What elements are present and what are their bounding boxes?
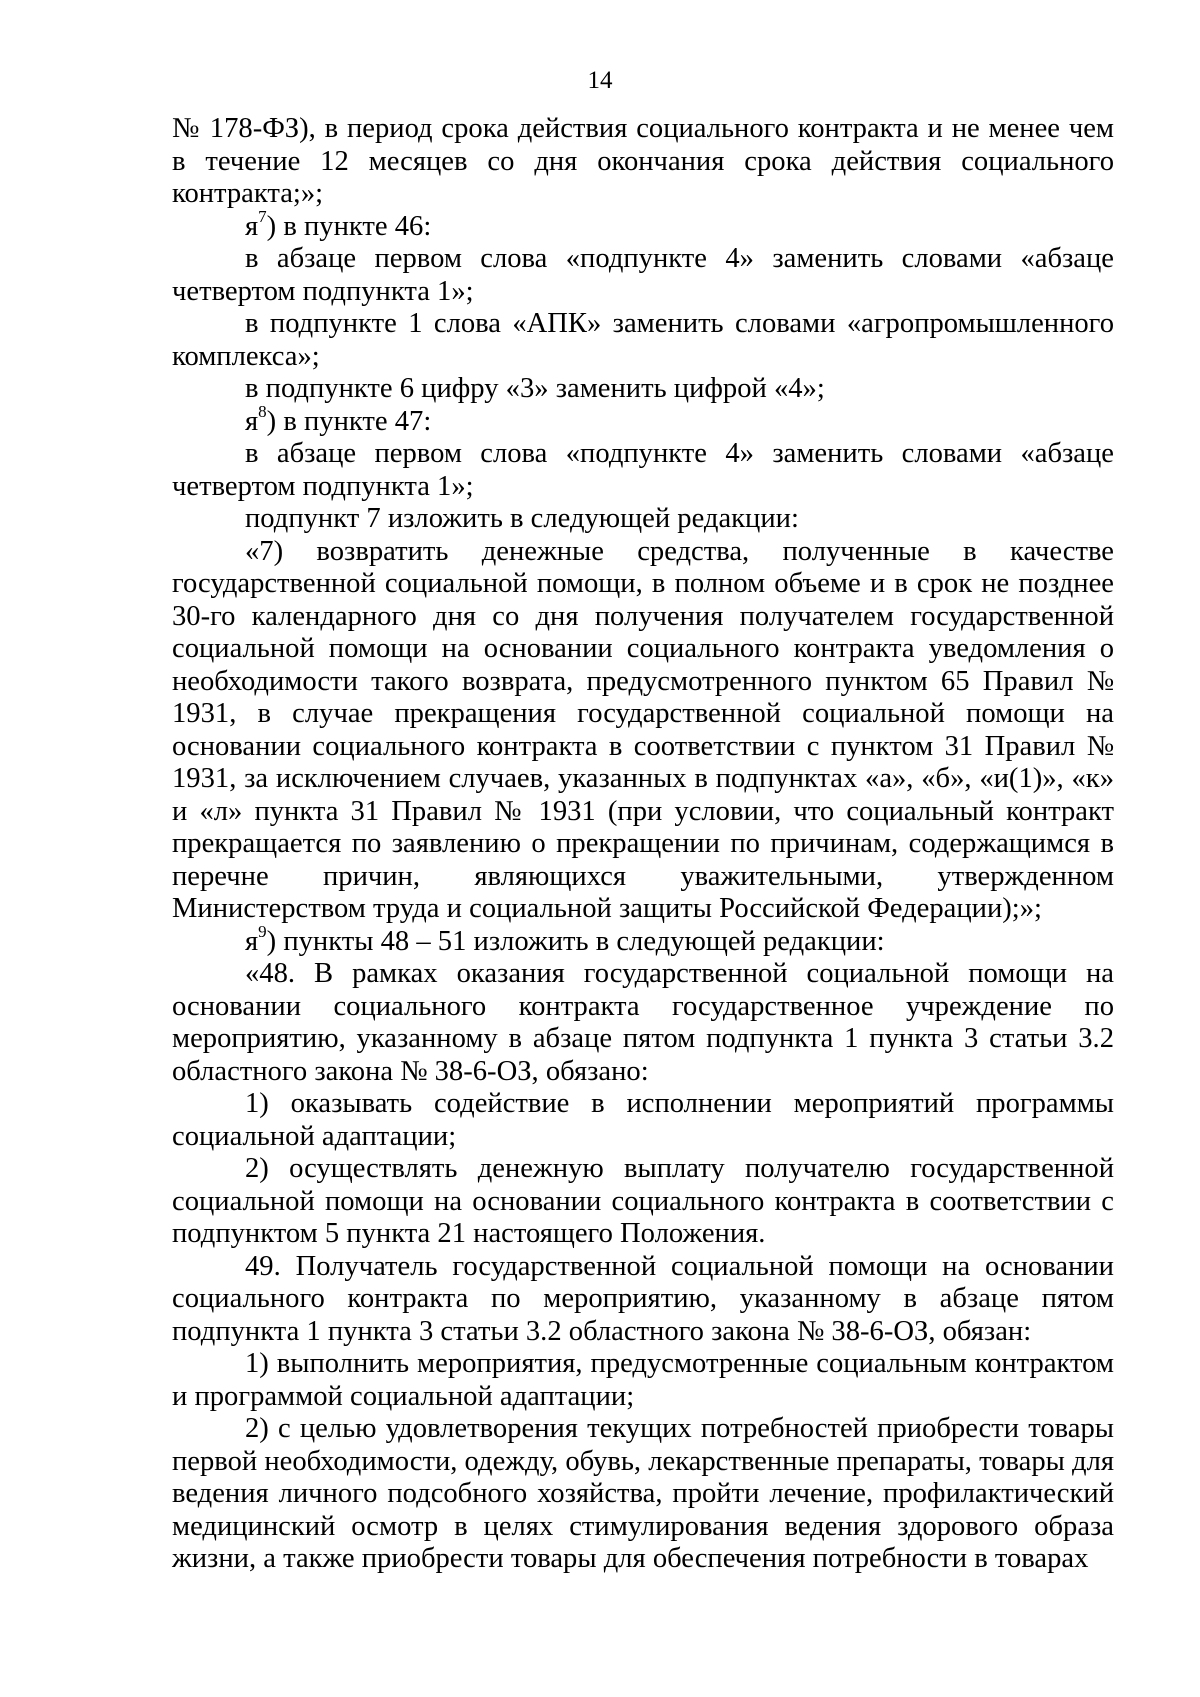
paragraph-continuation: № 178-ФЗ), в период срока действия социального контракта и не менее чем в течение 12 месяцев со дня окончания срока действия социального контракта;»; <box>172 113 1114 209</box>
paragraph-item-ya8 <box>172 401 1114 439</box>
item-text: ) в пункте 47: <box>266 405 432 437</box>
paragraph-item-ya9 <box>172 921 1114 959</box>
paragraph-subpoint-7: «7) возвратить денежные средства, полученные в качестве государственной социальной помощи, в полном объеме и в срок не позднее 30-го календарного дня со дня получения получателем государственной социальной помощи на основании социального контракта уведомления о необходимости такого возврата, предусмотренного пунктом 65 Правил № 1931, в случае прекращения государственной социальной помощи на основании социального контракта в соответствии с пунктом 31 Правил № 1931, за исключением случаев, указанных в подпунктах «а», «б», «и(1)», «к» и «л» пункта 31 Правил № 1931 (при условии, что социальный контракт прекращается по заявлению о прекращении по причинам, содержащимся в перечне причин, являющихся уважительными, утвержденном Министерством труда и социальной защиты Российской Федерации);»; <box>172 535 1114 924</box>
paragraph-point-49: 49. Получатель государственной социальной помощи на основании социального контракта по мероприятию, указанному в абзаце пятом подпункта 1 пункта 3 статьи 3.2 областного закона № 38-6-ОЗ, обязан: <box>172 1250 1114 1347</box>
item-letter: я <box>245 405 259 437</box>
page-number: 14 <box>587 67 613 94</box>
item-letter: я <box>245 210 259 242</box>
paragraph: в абзаце первом слова «подпункте 4» заменить словами «абзаце четвертом подпункта 1»; <box>172 243 1114 307</box>
item-text: ) пункты 48 – 51 изложить в следующей редакции: <box>266 925 885 957</box>
paragraph: в подпункте 6 цифру «3» заменить цифрой «4»; <box>245 373 825 404</box>
paragraph: в подпункте 1 слова «АПК» заменить словами «агропромышленного комплекса»; <box>172 308 1114 372</box>
paragraph: 2) осуществлять денежную выплату получателю государственной социальной помощи на основании социального контракта в соответствии с подпунктом 5 пункта 21 настоящего Положения. <box>172 1153 1114 1249</box>
item-superscript: 9 <box>258 921 267 941</box>
paragraph: 2) с целью удовлетворения текущих потребностей приобрести товары первой необходимости, одежду, обувь, лекарственные препараты, товары для ведения личного подсобного хозяйства, пройти лечение, профилактический медицинский осмотр в целях стимулирования ведения здорового образа жизни, а также приобрести товары для обеспечения потребности в товарах <box>172 1413 1114 1574</box>
paragraph: 1) оказывать содействие в исполнении мероприятий программы социальной адаптации; <box>172 1088 1114 1152</box>
paragraph-item-ya7 <box>172 206 1114 244</box>
paragraph: 1) выполнить мероприятия, предусмотренные социальным контрактом и программой социальной адаптации; <box>172 1348 1114 1412</box>
item-superscript: 7 <box>258 206 267 226</box>
paragraph: подпункт 7 изложить в следующей редакции: <box>245 503 799 534</box>
item-letter: я <box>245 925 259 957</box>
item-superscript: 8 <box>258 401 267 421</box>
item-text: ) в пункте 46: <box>266 210 432 242</box>
document-body <box>172 113 1114 1576</box>
paragraph: в абзаце первом слова «подпункте 4» заменить словами «абзаце четвертом подпункта 1»; <box>172 438 1114 502</box>
paragraph-point-48: «48. В рамках оказания государственной социальной помощи на основании социального контракта государственное учреждение по мероприятию, указанному в абзаце пятом подпункта 1 пункта 3 статьи 3.2 областного закона № 38-6-ОЗ, обязано: <box>172 958 1114 1087</box>
